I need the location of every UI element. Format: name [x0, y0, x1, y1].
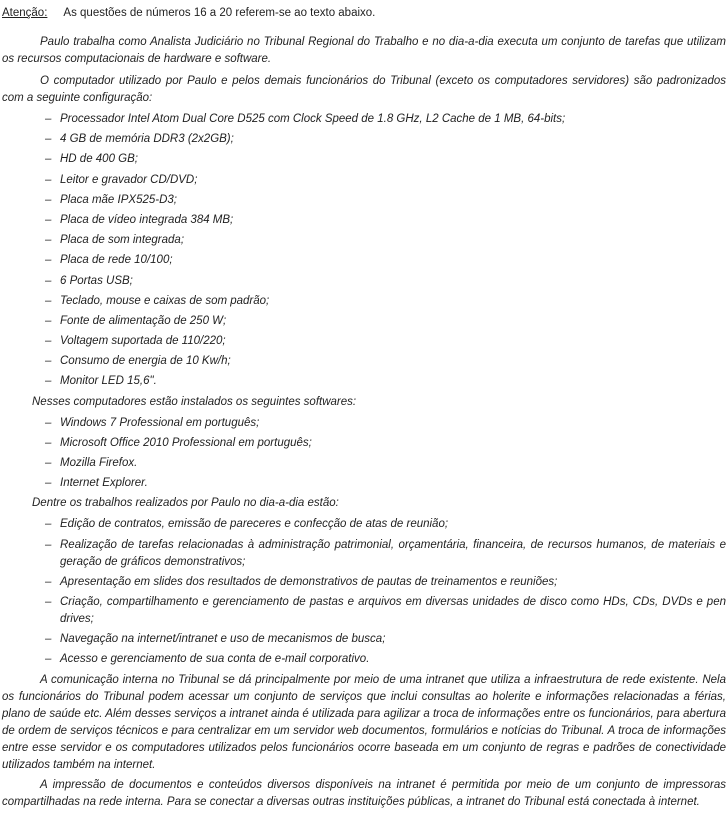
- list-item: [2, 293, 726, 310]
- dash-marker: –: [45, 193, 52, 206]
- list-item: [2, 475, 726, 492]
- list-item-text: Windows 7 Professional em português;: [60, 416, 260, 429]
- dash-marker: –: [45, 518, 52, 531]
- list-item: [2, 435, 726, 452]
- tasks-list-intro: Dentre os trabalhos realizados por Paulo no dia-a-dia estão:: [32, 497, 339, 510]
- paragraph-intranet: A comunicação interna no Tribunal se dá principalmente por meio de uma intranet que utiliza a infraestrutura de rede existente. Nela os funcionários do Tribunal podem acessar um conjunto de serviços que inclui consultas ao holerite e informações relacionadas a férias, plano de saúde etc. Além desses serviços a intranet ainda é utilizada para agilizar a troca de informações entre os funcionários, para abertura de ordem de serviços técnicos e para centralizar em um servidor web documentos, formulários e notícias do Tribunal. A troca de informações entre esse servidor e os computadores utilizados pelos funcionários ocorre baseada em um conjunto de regras e padrões de conectividade utilizados também na internet.: [2, 673, 726, 771]
- list-item-text: Leitor e gravador CD/DVD;: [60, 173, 198, 186]
- dash-marker: –: [45, 173, 52, 186]
- list-item-text: Consumo de energia de 10 Kw/h;: [60, 355, 231, 368]
- dash-marker: –: [45, 294, 52, 307]
- list-item: [2, 252, 726, 269]
- dash-marker: –: [45, 595, 52, 608]
- dash-marker: –: [45, 274, 52, 287]
- list-item-text: HD de 400 GB;: [60, 153, 138, 166]
- dash-marker: –: [45, 477, 52, 490]
- list-item: [2, 631, 726, 648]
- paragraph-intro-1: Paulo trabalha como Analista Judiciário no Tribunal Regional do Trabalho e no dia-a-dia executa um conjunto de tarefas que utilizam os recursos computacionais de hardware e software.: [2, 36, 726, 65]
- list-item: [2, 232, 726, 249]
- dash-marker: –: [45, 633, 52, 646]
- list-item-text: Navegação na internet/intranet e uso de mecanismos de busca;: [60, 633, 386, 646]
- list-item-text: 4 GB de memória DDR3 (2x2GB);: [60, 133, 234, 146]
- list-item: [2, 192, 726, 209]
- list-item-text: Microsoft Office 2010 Professional em português;: [60, 436, 312, 449]
- dash-marker: –: [45, 254, 52, 267]
- software-list: [2, 415, 726, 493]
- list-item: [2, 516, 726, 533]
- list-item-text: Placa de vídeo integrada 384 MB;: [60, 213, 234, 226]
- list-item-text: Voltagem suportada de 110/220;: [60, 335, 226, 348]
- list-item-text: Mozilla Firefox.: [60, 457, 138, 469]
- list-item-text: Teclado, mouse e caixas de som padrão;: [60, 294, 270, 307]
- dash-marker: –: [45, 457, 52, 469]
- list-item-text: Criação, compartilhamento e gerenciamento de pastas e arquivos em diversas unidades de disco como HDs, CDs, DVDs e pen drives;: [60, 595, 726, 625]
- list-item: [2, 415, 726, 432]
- list-item-text: Apresentação em slides dos resultados de demonstrativos de pautas de treinamentos e reuniões;: [60, 575, 558, 588]
- list-item: [2, 455, 726, 472]
- list-item: [2, 373, 726, 390]
- list-item: [2, 212, 726, 229]
- list-item-text: Edição de contratos, emissão de pareceres e confecção de atas de reunião;: [60, 518, 449, 531]
- list-item: [2, 131, 726, 148]
- list-item-text: Acesso e gerenciamento de sua conta de e-mail corporativo.: [60, 653, 370, 666]
- paragraph-intro-2: O computador utilizado por Paulo e pelos demais funcionários do Tribunal (exceto os computadores servidores) são padronizados com a seguinte configuração:: [2, 75, 726, 104]
- list-item: [2, 594, 726, 628]
- list-item-text: Processador Intel Atom Dual Core D525 com Clock Speed de 1.8 GHz, L2 Cache de 1 MB, 64-bits;: [60, 113, 566, 125]
- list-item: [2, 172, 726, 189]
- list-item: [2, 111, 726, 128]
- list-item-text: Realização de tarefas relacionadas à administração patrimonial, orçamentária, financeira, de recursos humanos, de materiais e geração de gráficos demonstrativos;: [60, 538, 726, 568]
- list-item-text: Internet Explorer.: [60, 477, 148, 490]
- tasks-list: [2, 516, 726, 668]
- list-item: [2, 574, 726, 591]
- dash-marker: –: [45, 213, 52, 226]
- dash-marker: –: [45, 113, 52, 125]
- dash-marker: –: [45, 653, 52, 666]
- dash-marker: –: [45, 314, 52, 327]
- list-item: [2, 273, 726, 290]
- list-item-text: Fonte de alimentação de 250 W;: [60, 314, 227, 327]
- dash-marker: –: [45, 575, 52, 588]
- list-item-text: Placa de rede 10/100;: [60, 254, 173, 267]
- list-item-text: 6 Portas USB;: [60, 274, 133, 287]
- dash-marker: –: [45, 538, 52, 551]
- dash-marker: –: [45, 355, 52, 368]
- paragraph-printing: A impressão de documentos e conteúdos diversos disponíveis na intranet é permitida por meio de um conjunto de impressoras compartilhadas na rede interna. Para se conectar a diversas outras instituições públicas, a intranet do Tribunal está conectada à internet.: [2, 778, 726, 808]
- list-item: [2, 353, 726, 370]
- dash-marker: –: [45, 375, 52, 388]
- document-body: [2, 34, 726, 811]
- list-item-text: Monitor LED 15,6".: [60, 375, 157, 388]
- dash-marker: –: [45, 335, 52, 348]
- hardware-list: [2, 111, 726, 390]
- attention-header: [2, 6, 726, 21]
- dash-marker: –: [45, 153, 52, 166]
- attention-text: As questões de números 16 a 20 referem-se ao texto abaixo.: [63, 7, 376, 19]
- dash-marker: –: [45, 436, 52, 449]
- dash-marker: –: [45, 416, 52, 429]
- list-item-text: Placa de som integrada;: [60, 234, 185, 247]
- list-item: [2, 537, 726, 571]
- list-item: [2, 313, 726, 330]
- list-item: [2, 651, 726, 668]
- software-list-intro: Nesses computadores estão instalados os seguintes softwares:: [32, 395, 357, 408]
- dash-marker: –: [45, 133, 52, 146]
- list-item: [2, 151, 726, 168]
- dash-marker: –: [45, 234, 52, 247]
- list-item: [2, 333, 726, 350]
- attention-label: Atenção:: [2, 7, 48, 19]
- list-item-text: Placa mãe IPX525-D3;: [60, 193, 177, 206]
